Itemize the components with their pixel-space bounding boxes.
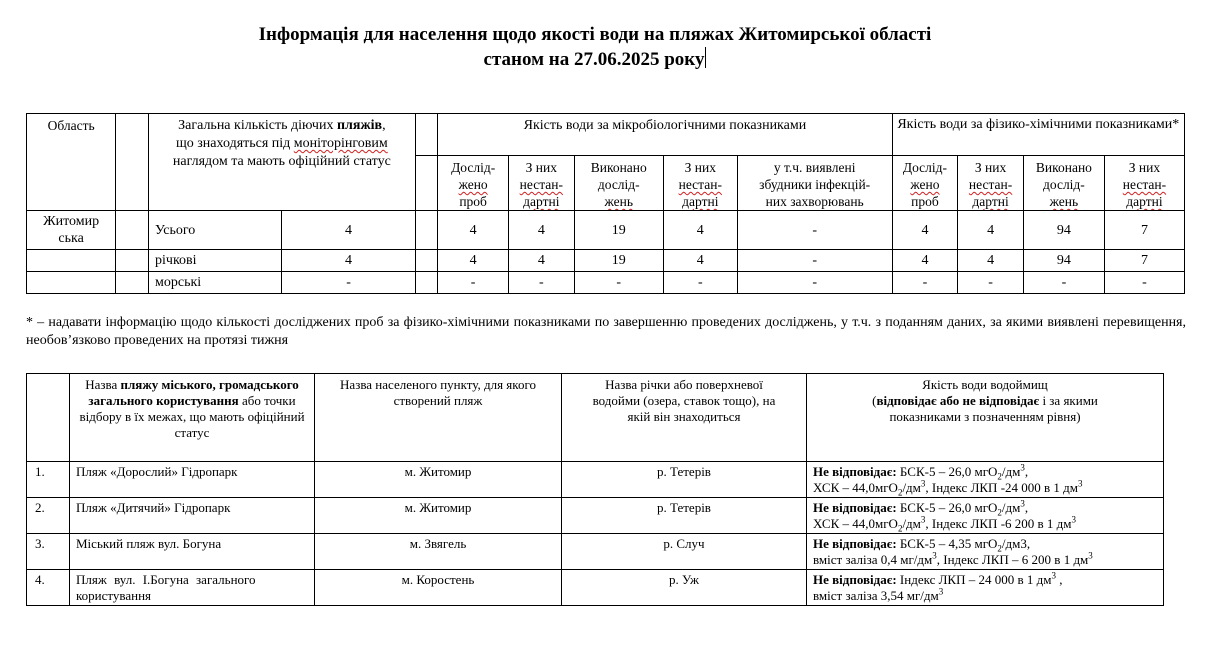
header-text: наглядом та мають офіційний статус xyxy=(172,154,391,169)
header-text: жень xyxy=(604,194,634,209)
p-nonstd: 4 xyxy=(958,250,1024,272)
header-text: дослід- xyxy=(597,177,640,192)
header-text: дартні xyxy=(1126,194,1163,209)
header-m-nonstd xyxy=(509,156,575,211)
empty-cell xyxy=(415,156,438,211)
header-text: Якість води водоймищ xyxy=(922,377,1048,392)
header-bold: пляжів xyxy=(336,118,383,133)
beach-row xyxy=(27,534,1164,570)
m-studied: 4 xyxy=(438,250,509,272)
quality-text: , xyxy=(1024,464,1029,479)
beaches-header-row xyxy=(27,374,1164,462)
header-text: , що знаходяться під xyxy=(175,118,386,151)
m-done: 19 xyxy=(574,250,663,272)
header-text: жено xyxy=(458,177,488,192)
quality-text: БСК-5 – 26,0 мгО xyxy=(896,500,998,515)
quality-text: вміст заліза 3,54 мг/дм xyxy=(813,588,939,603)
beach-count: - xyxy=(282,272,415,294)
p-studied: 4 xyxy=(892,250,958,272)
superscript: 3 xyxy=(938,586,944,597)
p-done: 94 xyxy=(1023,211,1104,250)
beach-name: Пляж вул. І.Богуна загального користування xyxy=(70,570,315,606)
header-text: Виконано xyxy=(1035,160,1092,175)
empty-cell xyxy=(116,250,149,272)
p-nonstd: 4 xyxy=(958,211,1024,250)
empty-cell xyxy=(415,272,438,294)
quality-text: /дм xyxy=(1001,500,1021,515)
superscript: 3 xyxy=(920,514,926,525)
quality-text: , Індекс ЛКП – 6 200 в 1 дм xyxy=(936,552,1089,567)
header-p-done-nonstd xyxy=(1104,156,1184,211)
m-nonstd: 4 xyxy=(509,211,575,250)
page-subtitle-date xyxy=(0,47,1190,72)
m-nonstd: 4 xyxy=(509,250,575,272)
header-bold: пляжу міського, громадського загального користування xyxy=(88,377,299,408)
header-text: проб xyxy=(911,194,939,209)
header-text: З них xyxy=(1128,160,1161,175)
header-text: або точки відбору в їх межах, що мають офіційний статус xyxy=(79,393,305,440)
header-text: Виконано xyxy=(590,160,647,175)
empty-cell xyxy=(415,114,438,156)
p-done-nonstd: - xyxy=(1104,272,1184,294)
header-m-studied xyxy=(438,156,509,211)
quality-text: /дм xyxy=(1001,464,1021,479)
water-quality xyxy=(807,570,1164,606)
header-m-done-nonstd xyxy=(663,156,737,211)
m-done: 19 xyxy=(574,211,663,250)
subscript: 2 xyxy=(997,507,1002,518)
beach-name: Міський пляж вул. Богуна xyxy=(70,534,315,570)
m-done-nonstd: 4 xyxy=(663,250,737,272)
subscript: 2 xyxy=(897,487,903,498)
water-body-name: р. Уж xyxy=(562,570,807,606)
text-cursor xyxy=(705,47,706,68)
beaches-table xyxy=(26,373,1164,606)
p-studied: - xyxy=(892,272,958,294)
beach-count: 4 xyxy=(282,250,415,272)
superscript: 3 xyxy=(932,550,937,561)
header-p-studied xyxy=(892,156,958,211)
header-text: Дослід- xyxy=(902,160,948,175)
beach-name: Пляж «Дорослий» Гідропарк xyxy=(70,462,315,498)
beach-row xyxy=(27,570,1164,606)
quality-text: , xyxy=(1024,500,1029,515)
page-title: Інформація для населення щодо якості води на пляжах Житомирської області xyxy=(258,24,932,45)
header-text: збудники інфекцій- xyxy=(759,177,871,192)
summary-header-row xyxy=(27,114,1185,156)
header-text: дартні xyxy=(972,194,1009,209)
status-label: Не відповідає: xyxy=(813,464,897,479)
header-text: дослід- xyxy=(1043,177,1085,192)
header-text: З них xyxy=(525,160,557,175)
subscript: 2 xyxy=(897,523,903,534)
empty-cell xyxy=(116,114,149,211)
quality-text: Індекс ЛКП – 24 000 в 1 дм xyxy=(896,572,1052,587)
water-quality xyxy=(807,462,1164,498)
header-text: дартні xyxy=(682,194,719,209)
header-total-beaches xyxy=(149,114,416,211)
row-number: 1. xyxy=(27,462,70,498)
header-number xyxy=(27,374,70,462)
m-studied: 4 xyxy=(438,211,509,250)
header-text: З них xyxy=(684,160,716,175)
superscript: 3 xyxy=(1020,462,1025,473)
empty-cell xyxy=(116,211,149,250)
header-text: ( xyxy=(872,393,877,408)
header-text: жень xyxy=(1049,194,1079,209)
beach-type: Усього xyxy=(149,211,282,250)
header-text: Дослід- xyxy=(451,160,496,175)
m-pathogens: - xyxy=(737,272,892,294)
header-text: З них xyxy=(974,160,1007,175)
superscript: 3 xyxy=(1088,550,1093,561)
region-cell xyxy=(27,211,116,250)
superscript: 3 xyxy=(1051,570,1056,581)
header-micro-group: Якість води за мікробіологічними показниками xyxy=(438,114,892,156)
footnote: * – надавати інформацію щодо кількості досліджених проб за фізико-хімічними показниками по завершенню проведених досліджень, у т.ч. з поданням даних, за якими виявлені перевищення, необов’язково проведених на протязі тижня xyxy=(26,315,1186,348)
header-p-nonstd xyxy=(958,156,1024,211)
superscript: 3 xyxy=(920,478,926,489)
quality-text: ХСК – 44,0мгО xyxy=(813,480,898,495)
header-text: Назва xyxy=(85,377,121,392)
settlement-name: м. Коростень xyxy=(315,570,562,606)
p-done-nonstd: 7 xyxy=(1104,250,1184,272)
superscript: 3 xyxy=(1078,478,1083,489)
superscript: 3 xyxy=(1020,498,1025,509)
summary-row-river xyxy=(27,250,1185,272)
subscript: 2 xyxy=(997,471,1002,482)
status-label: Не відповідає: xyxy=(813,572,897,587)
region-name: Житомир ська xyxy=(43,214,100,246)
quality-text: , Індекс ЛКП -24 000 в 1 дм xyxy=(925,480,1079,495)
m-studied: - xyxy=(438,272,509,294)
beach-count: 4 xyxy=(282,211,415,250)
quality-text: , xyxy=(1055,572,1063,587)
quality-text: /дм xyxy=(902,480,921,495)
quality-text: ХСК – 44,0мгО xyxy=(813,516,898,531)
m-pathogens: - xyxy=(737,250,892,272)
header-text: у т.ч. виявлені xyxy=(773,160,856,175)
region-cell xyxy=(27,250,116,272)
header-spellcheck-word: моніторінговим xyxy=(293,136,388,151)
settlement-name: м. Житомир xyxy=(315,462,562,498)
m-done-nonstd: 4 xyxy=(663,211,737,250)
quality-text: БСК-5 – 4,35 мгО xyxy=(896,536,998,551)
water-quality xyxy=(807,498,1164,534)
header-settlement: Назва населеного пункту, для якого створений пляж xyxy=(315,374,562,462)
header-m-pathogens xyxy=(737,156,892,211)
header-phys-group: Якість води за фізико-хімічними показниками* xyxy=(892,114,1184,156)
superscript: 3 xyxy=(1071,514,1077,525)
p-done: 94 xyxy=(1023,250,1104,272)
header-m-done xyxy=(574,156,663,211)
p-studied: 4 xyxy=(892,211,958,250)
page-subtitle-text: станом на 27.06.2025 року xyxy=(483,49,705,70)
beach-row xyxy=(27,462,1164,498)
m-done-nonstd: - xyxy=(663,272,737,294)
header-text: і за якими показниками з позначенням рівня) xyxy=(889,393,1098,424)
water-body-name: р. Случ xyxy=(562,534,807,570)
empty-cell xyxy=(116,272,149,294)
header-region: Область xyxy=(27,114,116,211)
p-done-nonstd: 7 xyxy=(1104,211,1184,250)
p-done: - xyxy=(1023,272,1104,294)
header-text: нестан- xyxy=(519,177,563,192)
beach-type: морські xyxy=(149,272,282,294)
water-quality xyxy=(807,534,1164,570)
header-text: дартні xyxy=(523,194,560,209)
settlement-name: м. Житомир xyxy=(315,498,562,534)
m-nonstd: - xyxy=(509,272,575,294)
quality-text: /дм3, xyxy=(1001,536,1031,551)
p-nonstd: - xyxy=(958,272,1024,294)
row-number: 3. xyxy=(27,534,70,570)
header-water-quality xyxy=(807,374,1164,462)
header-text: проб xyxy=(459,194,487,209)
header-text: них захворювань xyxy=(765,194,864,209)
beach-row xyxy=(27,498,1164,534)
quality-text: , Індекс ЛКП -6 200 в 1 дм xyxy=(925,516,1072,531)
status-label: Не відповідає: xyxy=(813,500,897,515)
header-p-done xyxy=(1023,156,1104,211)
header-text: Загальна кількість діючих xyxy=(178,118,337,133)
header-beach-name xyxy=(70,374,315,462)
beach-type: річкові xyxy=(149,250,282,272)
status-label: Не відповідає: xyxy=(813,536,897,551)
region-cell xyxy=(27,272,116,294)
summary-row-total xyxy=(27,211,1185,250)
subscript: 2 xyxy=(997,543,1002,554)
m-pathogens: - xyxy=(737,211,892,250)
empty-cell xyxy=(415,250,438,272)
header-text: нестан- xyxy=(1122,177,1167,192)
water-body-name: р. Тетерів xyxy=(562,462,807,498)
header-water-body: Назва річки або поверхневої водойми (озера, ставок тощо), на якій він знаходиться xyxy=(562,374,807,462)
settlement-name: м. Звягель xyxy=(315,534,562,570)
summary-table xyxy=(26,113,1185,294)
quality-text: /дм xyxy=(902,516,921,531)
row-number: 2. xyxy=(27,498,70,534)
header-text: жено xyxy=(910,177,940,192)
quality-text: вміст заліза 0,4 мг/дм xyxy=(813,552,933,567)
row-number: 4. xyxy=(27,570,70,606)
header-bold: відповідає або не відповідає xyxy=(876,393,1040,408)
quality-text: БСК-5 – 26,0 мгО xyxy=(896,464,998,479)
beach-name: Пляж «Дитячий» Гідропарк xyxy=(70,498,315,534)
water-body-name: р. Тетерів xyxy=(562,498,807,534)
empty-cell xyxy=(415,211,438,250)
m-done: - xyxy=(574,272,663,294)
header-text: нестан- xyxy=(678,177,722,192)
header-text: нестан- xyxy=(968,177,1013,192)
summary-row-sea xyxy=(27,272,1185,294)
